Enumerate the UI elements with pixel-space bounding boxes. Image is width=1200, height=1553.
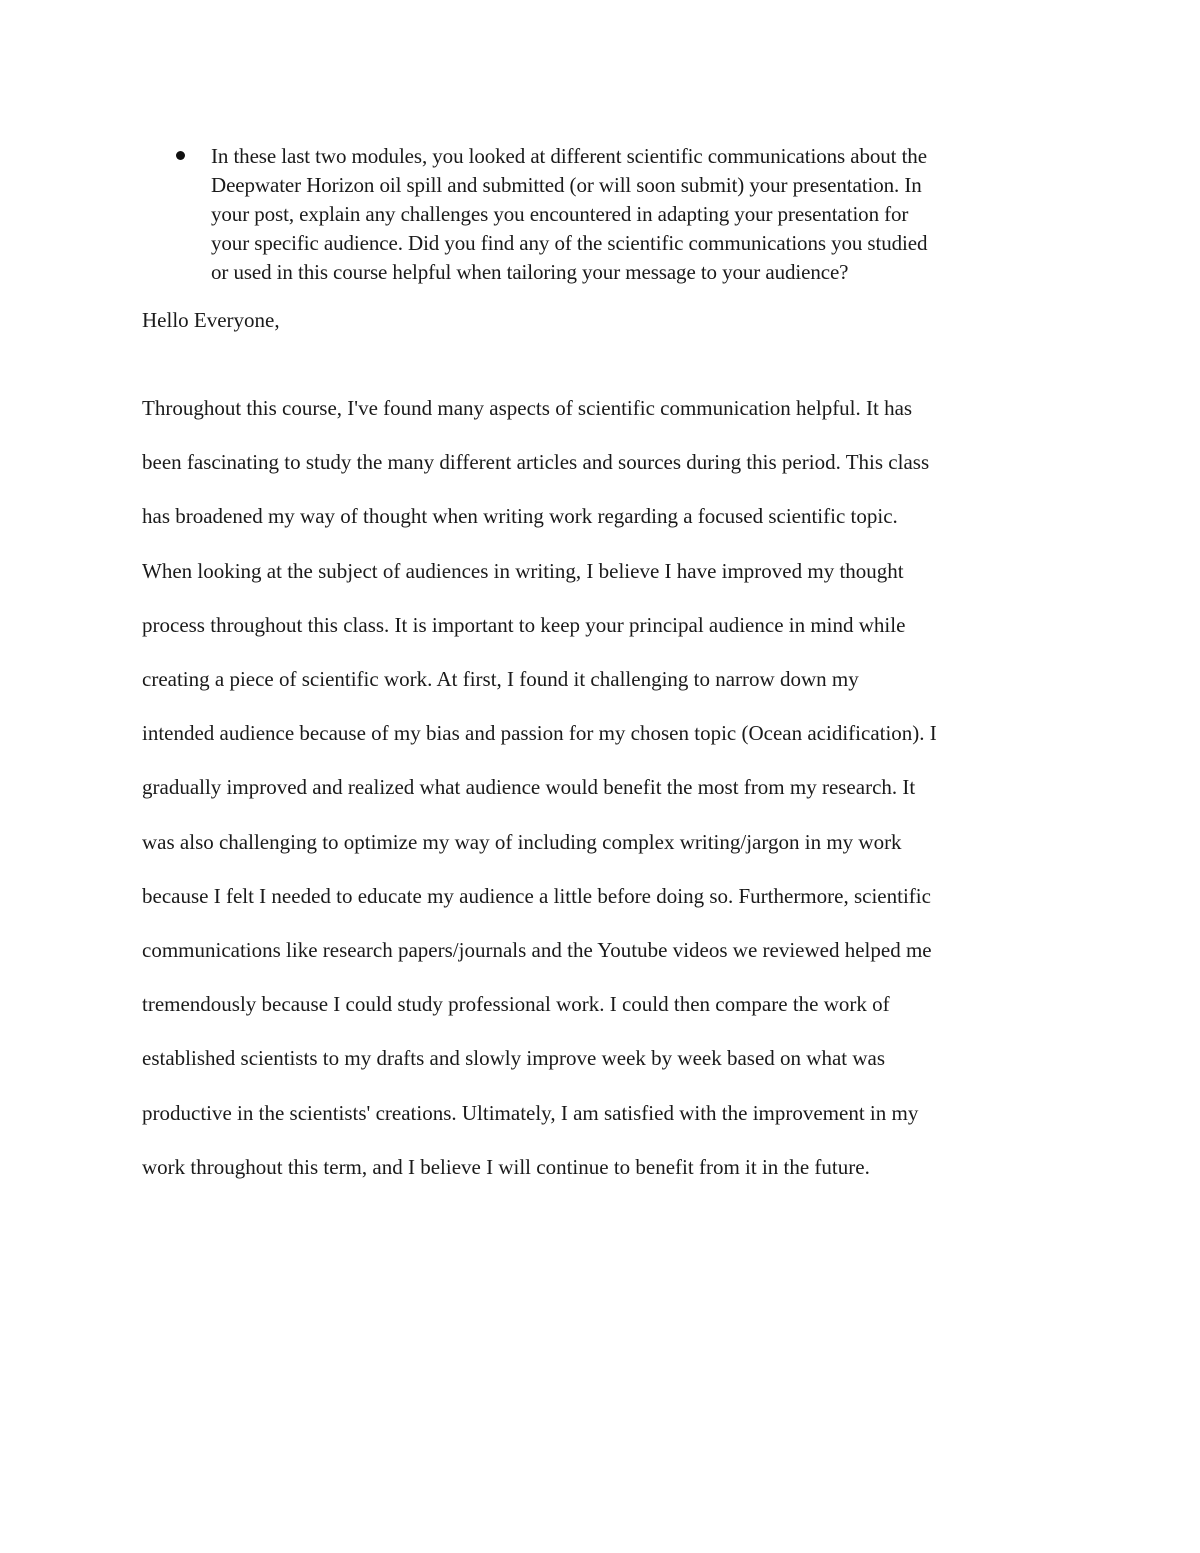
body-line: established scientists to my drafts and slowly improve week by week based on what was [142, 1046, 886, 1071]
prompt-line: or used in this course helpful when tailoring your message to your audience? [211, 260, 849, 284]
greeting: Hello Everyone, [142, 308, 280, 332]
prompt-line: In these last two modules, you looked at different scientific communications about the [211, 144, 927, 168]
prompt-text [211, 142, 1070, 287]
body-line: creating a piece of scientific work. At first, I found it challenging to narrow down my [142, 667, 859, 692]
body-line: work throughout this term, and I believe I will continue to benefit from it in the future. [142, 1154, 870, 1179]
prompt-line: Deepwater Horizon oil spill and submitted (or will soon submit) your presentation. In [211, 173, 922, 197]
body-paragraph [142, 381, 1067, 1194]
prompt-line: your post, explain any challenges you encountered in adapting your presentation for [211, 202, 909, 226]
body-line: was also challenging to optimize my way of including complex writing/jargon in my work [142, 829, 902, 854]
body-line: process throughout this class. It is important to keep your principal audience in mind while [142, 612, 906, 637]
body-line: because I felt I needed to educate my audience a little before doing so. Furthermore, scientific [142, 883, 931, 908]
prompt-line: your specific audience. Did you find any of the scientific communications you studied [211, 231, 928, 255]
body-line: has broadened my way of thought when writing work regarding a focused scientific topic. [142, 504, 898, 529]
body-line: When looking at the subject of audiences in writing, I believe I have improved my thought [142, 558, 904, 583]
body-line: gradually improved and realized what audience would benefit the most from my research. It [142, 775, 916, 800]
prompt-bullet-item [140, 142, 1070, 287]
body-line: tremendously because I could study professional work. I could then compare the work of [142, 992, 890, 1017]
body-line: productive in the scientists' creations. Ultimately, I am satisfied with the improvement in my [142, 1100, 919, 1125]
body-line: communications like research papers/journals and the Youtube videos we reviewed helped me [142, 938, 932, 963]
bullet-icon [176, 151, 185, 160]
body-line: intended audience because of my bias and passion for my chosen topic (Ocean acidification). I [142, 721, 937, 746]
body-line: Throughout this course, I've found many aspects of scientific communication helpful. It has [142, 396, 913, 420]
body-line: been fascinating to study the many different articles and sources during this period. This class [142, 450, 930, 475]
